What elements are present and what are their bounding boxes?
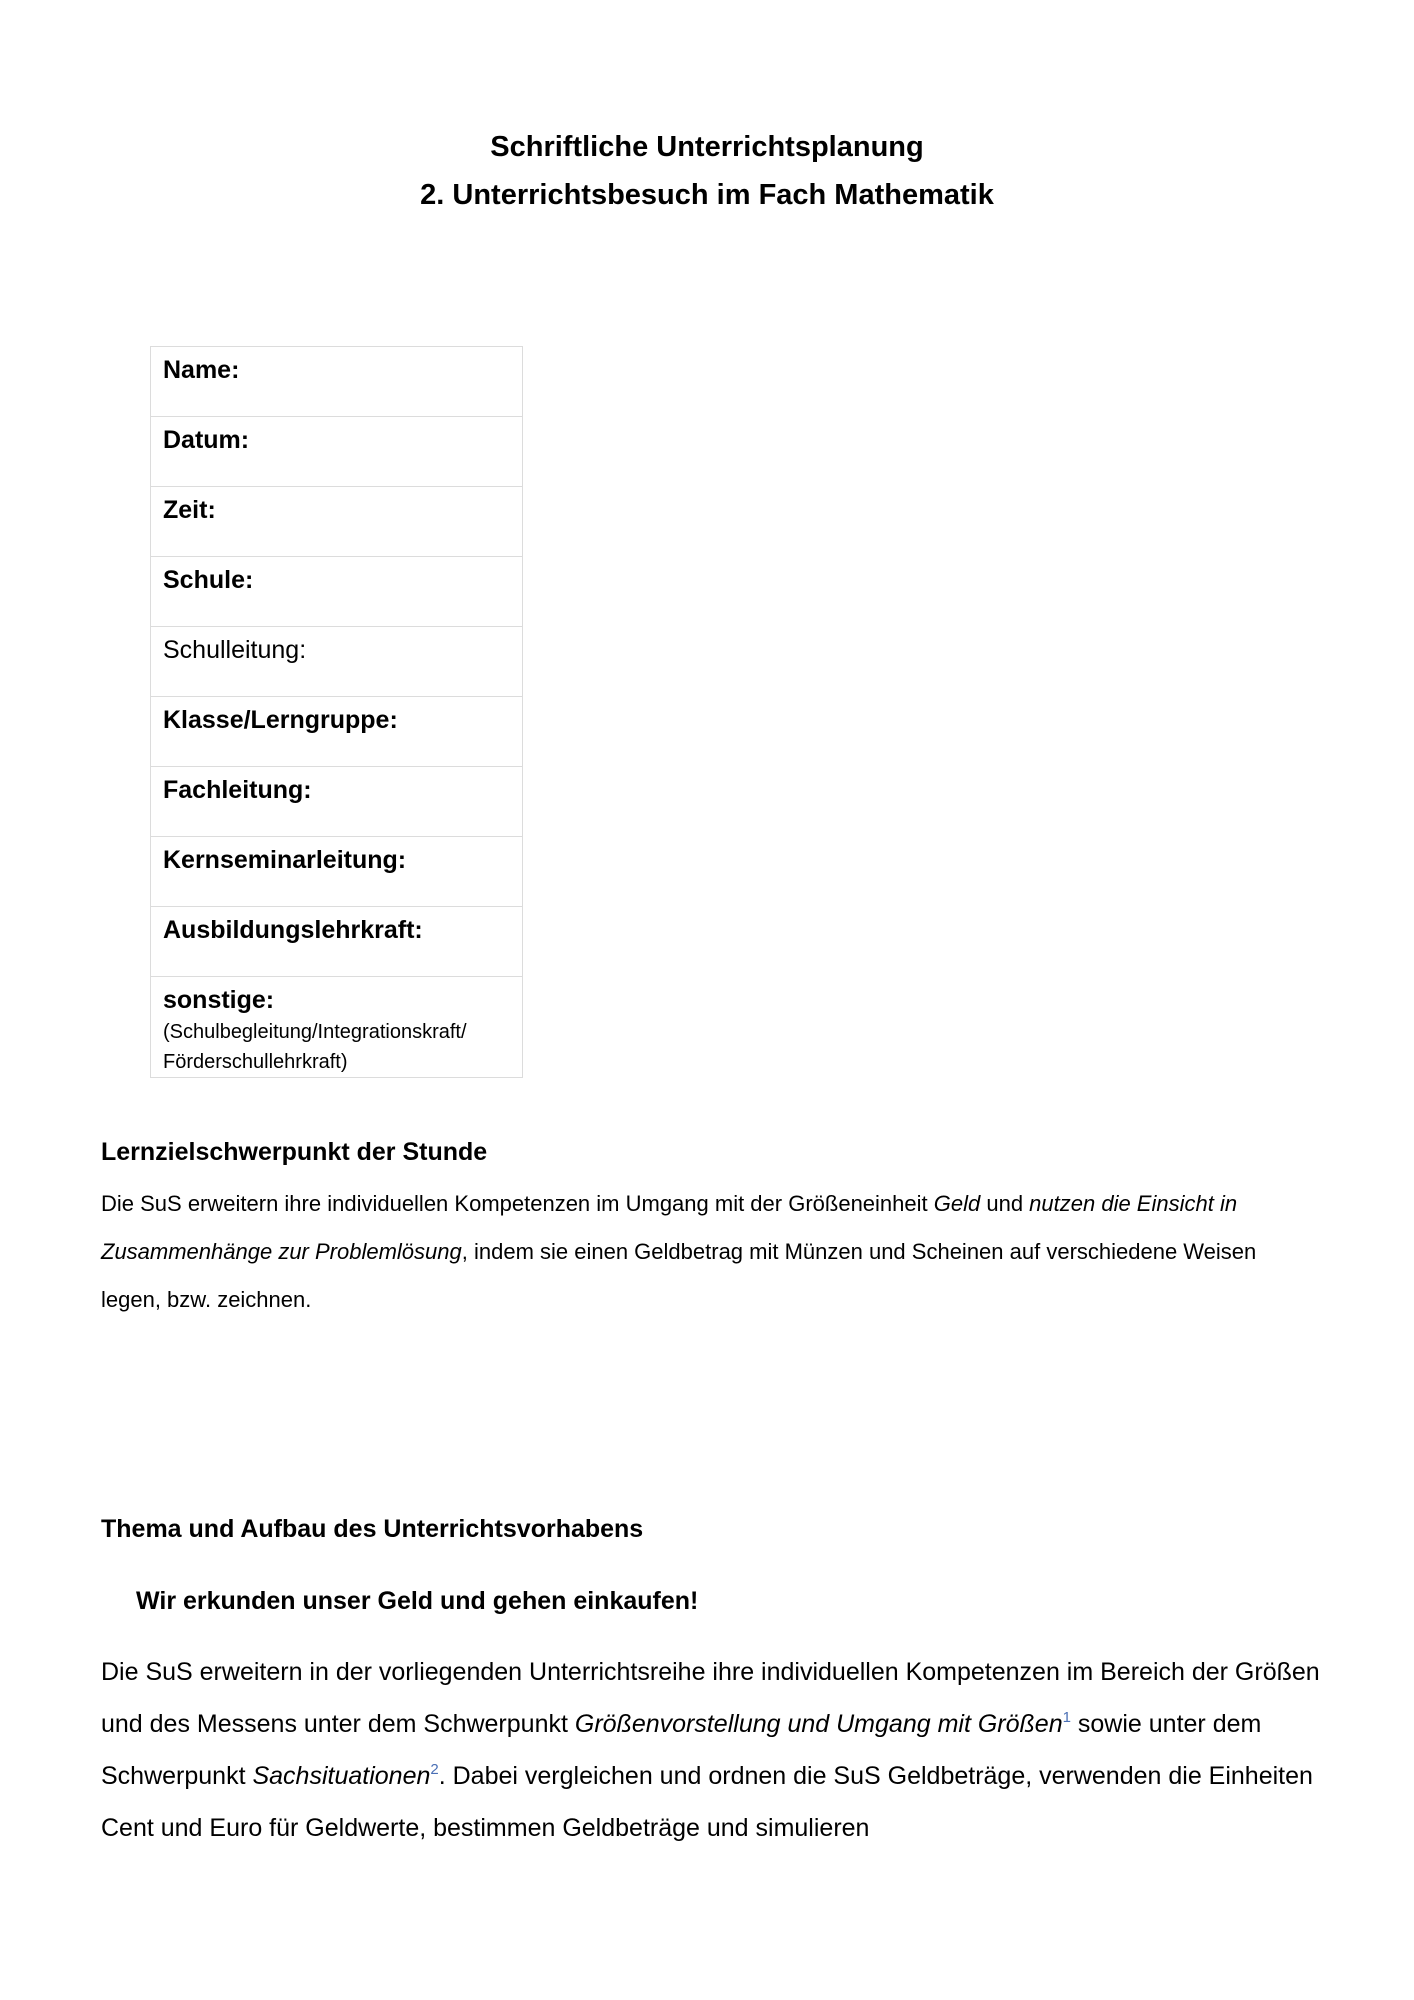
- fachleitung-cell: [151, 767, 523, 837]
- title-line-2: 2. Unterrichtsbesuch im Fach Mathematik: [420, 179, 994, 211]
- table-row: [151, 977, 523, 1078]
- table-row: [151, 697, 523, 767]
- footnote-2-link[interactable]: 2: [430, 1761, 439, 1778]
- table-row: [151, 417, 523, 487]
- sonstige-label: sonstige:: [163, 986, 275, 1014]
- name-cell: [151, 347, 523, 417]
- thema-subheading: Wir erkunden unser Geld und gehen einkaufen!: [136, 1587, 699, 1615]
- thema-text-groessenvorstellung: Größenvorstellung und Umgang mit Größen: [574, 1710, 1063, 1738]
- lernziel-text-geld: Geld: [933, 1191, 981, 1216]
- datum-cell: [151, 417, 523, 487]
- thema-paragraph: [101, 1646, 1331, 1854]
- lernziel-text-5: , indem sie einen Geldbetrag mit Münzen und Scheinen auf verschiedene Weisen legen, bzw. zeichnen.: [101, 1239, 1257, 1312]
- lernziel-paragraph: [101, 1180, 1321, 1324]
- table-row: [151, 487, 523, 557]
- klasse-label: Klasse/Lerngruppe:: [163, 706, 398, 734]
- document-title: [0, 123, 1414, 219]
- table-row: [151, 907, 523, 977]
- thema-heading: Thema und Aufbau des Unterrichtsvorhabens: [101, 1515, 644, 1543]
- lernziel-text-3: und: [980, 1191, 1030, 1216]
- datum-label: Datum:: [163, 426, 250, 454]
- zeit-label: Zeit:: [163, 496, 216, 524]
- sonstige-note-line-1: (Schulbegleitung/Integrationskraft/: [163, 1021, 467, 1043]
- zeit-cell: [151, 487, 523, 557]
- table-row: [151, 627, 523, 697]
- table-row: [151, 837, 523, 907]
- thema-text-5: . Dabei vergleichen und ordnen die SuS Geldbeträge, verwenden die Einheiten Cent und Euro für Geldwerte, bestimmen Geldbeträge und simulieren: [101, 1762, 1313, 1842]
- sonstige-cell: [151, 977, 523, 1078]
- lernziel-text-einsicht: nutzen die Einsicht in Zusammenhänge zur Problemlösung: [101, 1191, 1238, 1264]
- lernziel-text-1: Die SuS erweitern ihre individuellen Kompetenzen im Umgang mit der Größeneinheit: [101, 1191, 934, 1216]
- kernseminarleitung-cell: [151, 837, 523, 907]
- schulleitung-label: Schulleitung:: [163, 636, 307, 664]
- lernziel-heading: Lernzielschwerpunkt der Stunde: [101, 1138, 488, 1166]
- info-table: [150, 346, 523, 1078]
- schule-label: Schule:: [163, 566, 254, 594]
- schule-cell: [151, 557, 523, 627]
- name-label: Name:: [163, 356, 240, 384]
- table-row: [151, 347, 523, 417]
- thema-text-sachsituationen: Sachsituationen: [252, 1762, 431, 1790]
- sonstige-note-line-2: Förderschullehrkraft): [163, 1051, 348, 1073]
- thema-text-1: Die SuS erweitern in der vorliegenden Unterrichtsreihe ihre individuellen Kompetenzen im Bereich der Größen und des Messens unter dem Schwerpunkt: [101, 1658, 1320, 1738]
- footnote-1-link[interactable]: 1: [1062, 1709, 1071, 1726]
- title-line-1: Schriftliche Unterrichtsplanung: [490, 131, 924, 163]
- ausbildungslehrkraft-label: Ausbildungslehrkraft:: [163, 916, 423, 944]
- table-row: [151, 557, 523, 627]
- fachleitung-label: Fachleitung:: [163, 776, 312, 804]
- thema-text-3: sowie unter dem Schwerpunkt: [101, 1710, 1262, 1790]
- table-row: [151, 767, 523, 837]
- ausbildungslehrkraft-cell: [151, 907, 523, 977]
- klasse-cell: [151, 697, 523, 767]
- schulleitung-cell: [151, 627, 523, 697]
- kernseminarleitung-label: Kernseminarleitung:: [163, 846, 407, 874]
